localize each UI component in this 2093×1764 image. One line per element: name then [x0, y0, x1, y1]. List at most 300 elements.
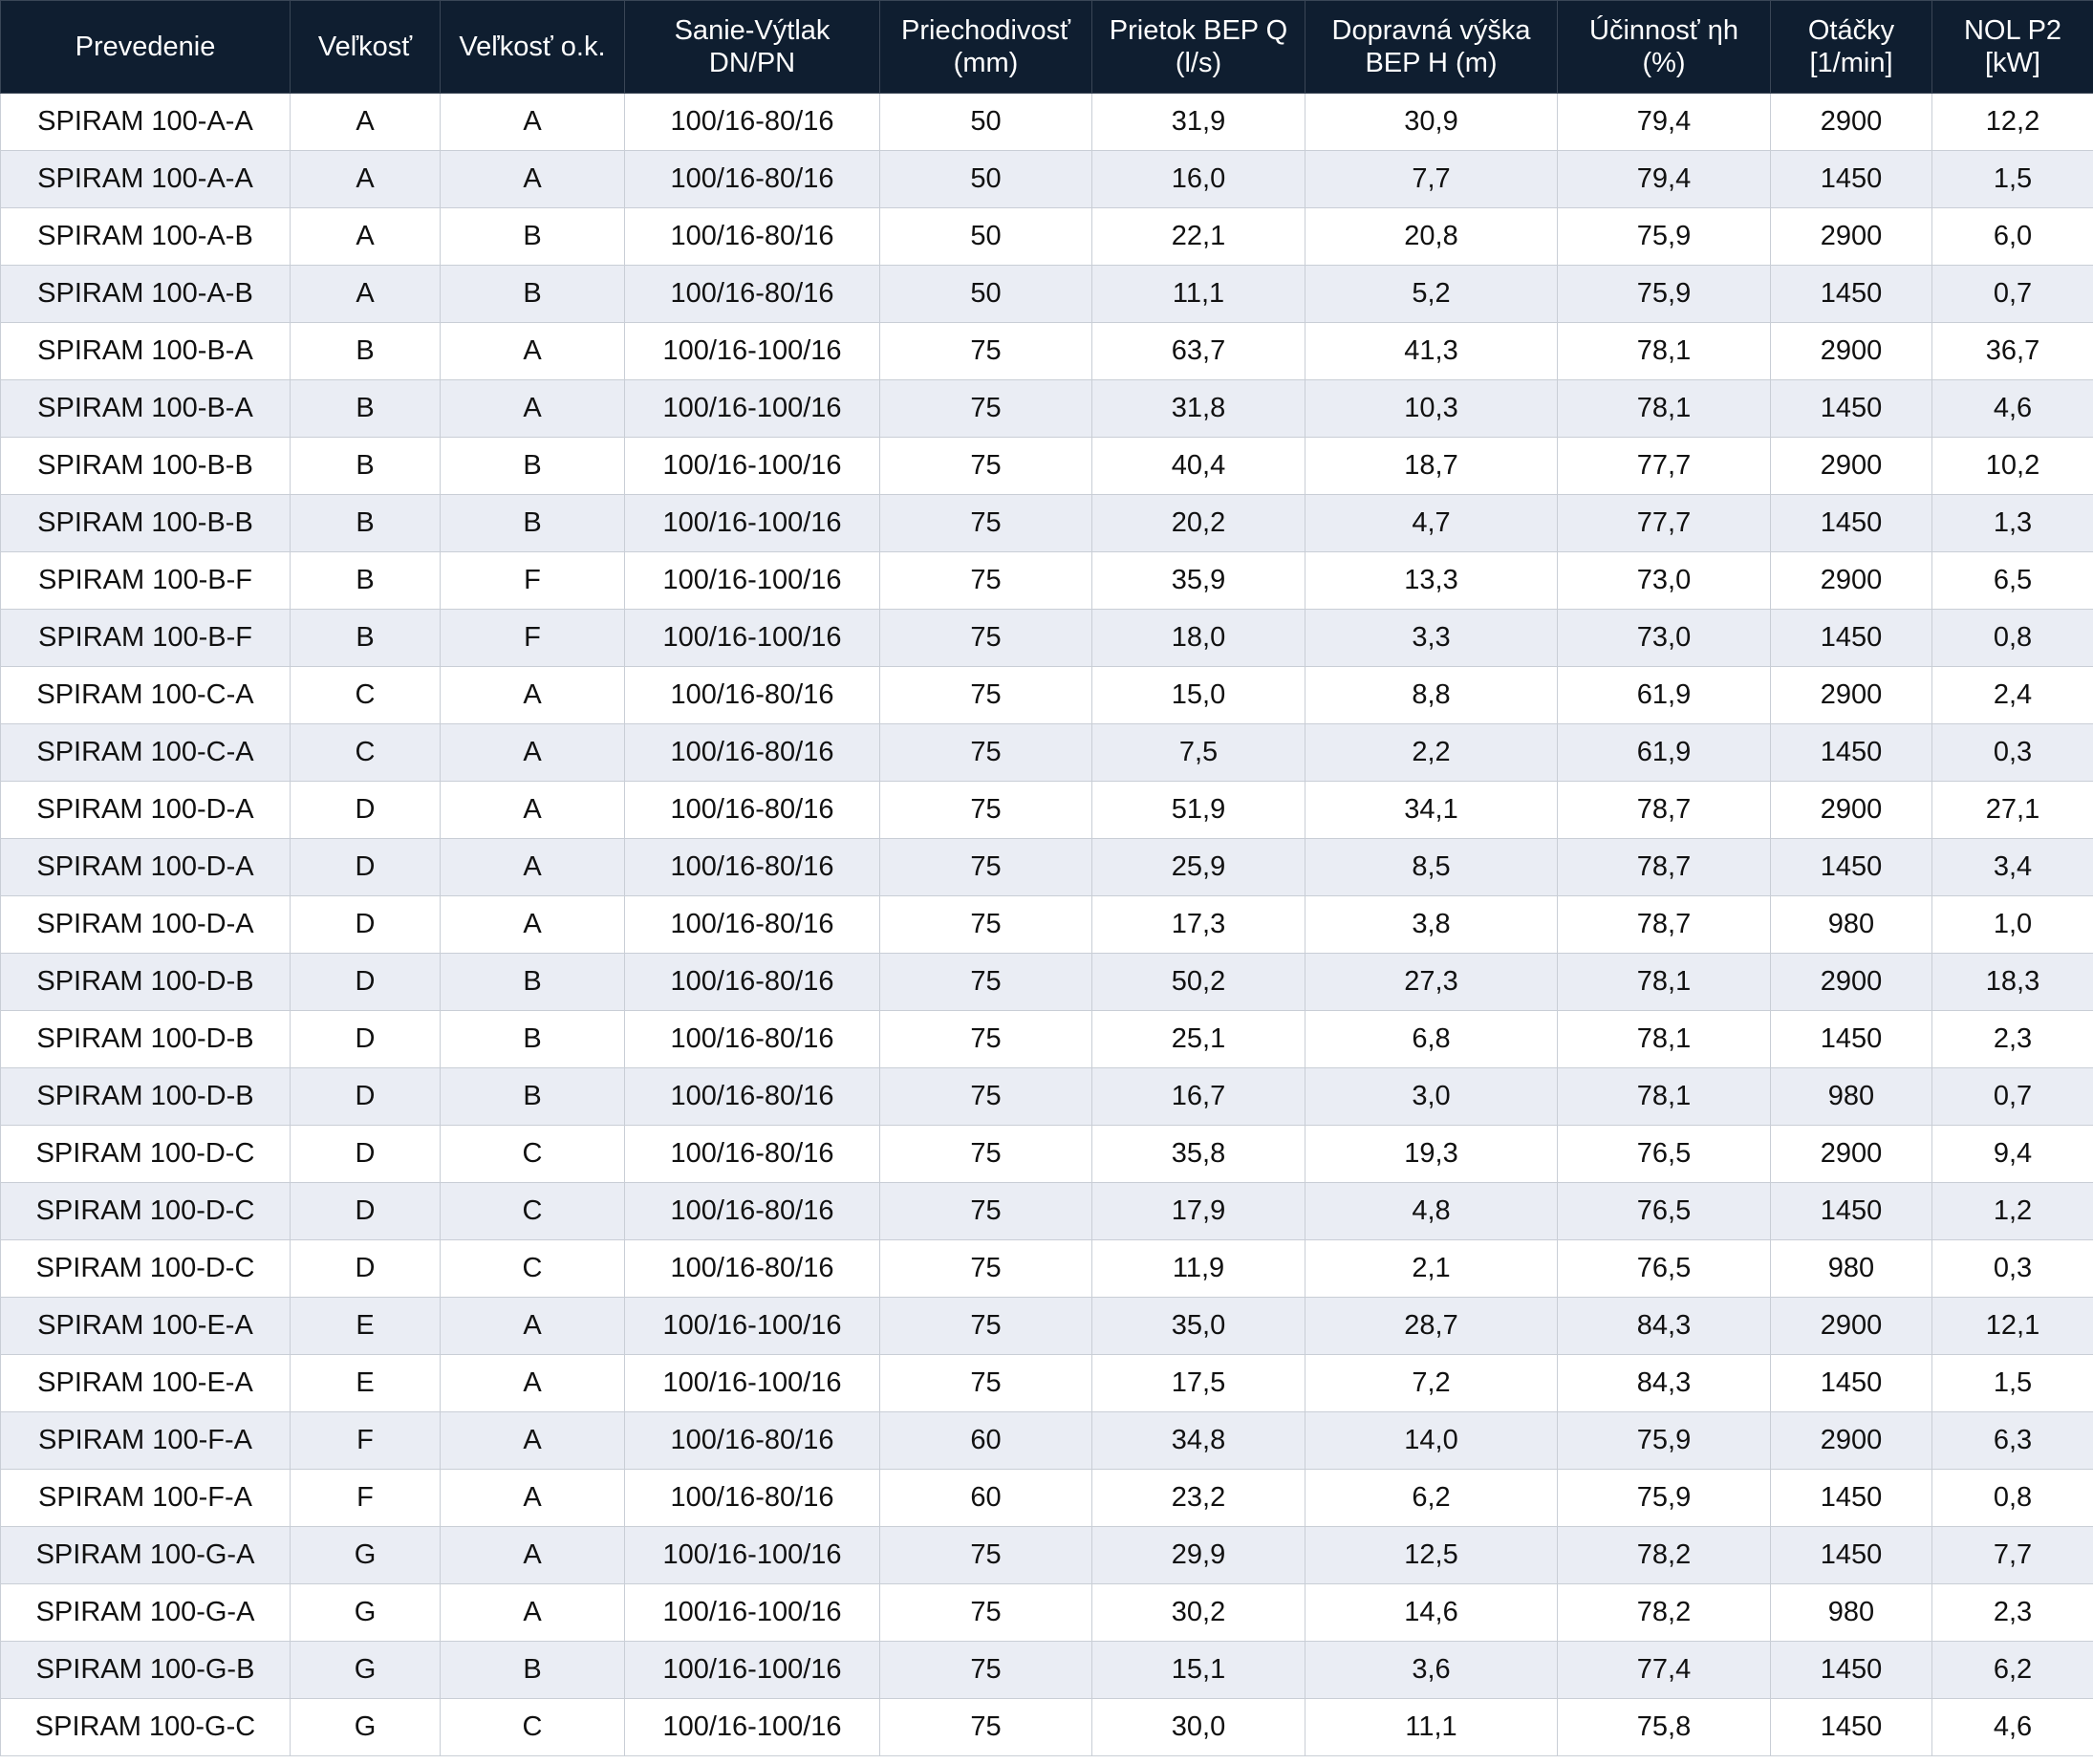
cell-sanie-vytlak: 100/16-80/16 [625, 724, 880, 782]
cell-velkost: G [291, 1527, 441, 1584]
cell-priechodivost: 75 [880, 1642, 1092, 1699]
cell-prevedenie: SPIRAM 100-A-B [1, 208, 291, 266]
cell-dopravna-vyska: 7,2 [1305, 1355, 1558, 1412]
cell-otacky: 1450 [1771, 1642, 1932, 1699]
cell-velkost: D [291, 1240, 441, 1298]
cell-priechodivost: 75 [880, 438, 1092, 495]
cell-priechodivost: 75 [880, 724, 1092, 782]
cell-velkost: B [291, 438, 441, 495]
cell-prietok: 15,1 [1092, 1642, 1305, 1699]
cell-ucinnost: 77,4 [1558, 1642, 1771, 1699]
cell-sanie-vytlak: 100/16-80/16 [625, 1011, 880, 1068]
cell-dopravna-vyska: 3,8 [1305, 896, 1558, 954]
cell-prietok: 23,2 [1092, 1470, 1305, 1527]
table-row [1, 1068, 2093, 1126]
cell-dopravna-vyska: 6,8 [1305, 1011, 1558, 1068]
header-line: (%) [1642, 48, 1686, 78]
cell-velkost-ok: A [441, 323, 625, 380]
cell-otacky: 2900 [1771, 94, 1932, 151]
cell-prietok: 22,1 [1092, 208, 1305, 266]
cell-otacky: 1450 [1771, 1470, 1932, 1527]
table-row [1, 438, 2093, 495]
cell-velkost: D [291, 954, 441, 1011]
table-header-row [1, 1, 2093, 94]
cell-prevedenie: SPIRAM 100-D-A [1, 782, 291, 839]
cell-priechodivost: 75 [880, 1068, 1092, 1126]
cell-velkost-ok: B [441, 266, 625, 323]
header-line: Dopravná výška [1331, 15, 1531, 46]
cell-prevedenie: SPIRAM 100-B-B [1, 495, 291, 552]
cell-prevedenie: SPIRAM 100-G-B [1, 1642, 291, 1699]
header-line: NOL P2 [1963, 15, 2062, 46]
cell-velkost-ok: A [441, 380, 625, 438]
table-row [1, 610, 2093, 667]
cell-velkost-ok: A [441, 667, 625, 724]
cell-velkost-ok: A [441, 151, 625, 208]
cell-sanie-vytlak: 100/16-80/16 [625, 896, 880, 954]
col-header-ucinnost [1558, 1, 1771, 94]
cell-otacky: 2900 [1771, 1126, 1932, 1183]
header-line: BEP H (m) [1365, 48, 1498, 78]
cell-ucinnost: 73,0 [1558, 610, 1771, 667]
cell-nol-p2: 0,7 [1932, 1068, 2093, 1126]
cell-nol-p2: 12,1 [1932, 1298, 2093, 1355]
cell-dopravna-vyska: 27,3 [1305, 954, 1558, 1011]
table-row [1, 495, 2093, 552]
cell-dopravna-vyska: 8,5 [1305, 839, 1558, 896]
cell-velkost: A [291, 266, 441, 323]
cell-otacky: 980 [1771, 1240, 1932, 1298]
cell-otacky: 2900 [1771, 552, 1932, 610]
table-row [1, 1642, 2093, 1699]
cell-ucinnost: 78,1 [1558, 380, 1771, 438]
col-header-priechodivost [880, 1, 1092, 94]
header-line: Priechodivosť [901, 15, 1070, 46]
cell-prietok: 30,0 [1092, 1699, 1305, 1756]
cell-velkost-ok: C [441, 1699, 625, 1756]
table-row [1, 323, 2093, 380]
cell-velkost: D [291, 1126, 441, 1183]
cell-velkost-ok: A [441, 724, 625, 782]
cell-otacky: 2900 [1771, 208, 1932, 266]
table-row [1, 724, 2093, 782]
cell-dopravna-vyska: 2,2 [1305, 724, 1558, 782]
cell-nol-p2: 1,5 [1932, 1355, 2093, 1412]
cell-otacky: 1450 [1771, 495, 1932, 552]
cell-prevedenie: SPIRAM 100-D-A [1, 896, 291, 954]
table-row [1, 954, 2093, 1011]
cell-otacky: 2900 [1771, 954, 1932, 1011]
cell-sanie-vytlak: 100/16-80/16 [625, 1068, 880, 1126]
cell-velkost: F [291, 1412, 441, 1470]
cell-prietok: 20,2 [1092, 495, 1305, 552]
cell-dopravna-vyska: 20,8 [1305, 208, 1558, 266]
table-header [1, 1, 2093, 94]
cell-dopravna-vyska: 14,0 [1305, 1412, 1558, 1470]
cell-dopravna-vyska: 2,1 [1305, 1240, 1558, 1298]
cell-prietok: 25,1 [1092, 1011, 1305, 1068]
cell-otacky: 1450 [1771, 266, 1932, 323]
cell-nol-p2: 2,3 [1932, 1011, 2093, 1068]
cell-priechodivost: 60 [880, 1412, 1092, 1470]
cell-ucinnost: 76,5 [1558, 1126, 1771, 1183]
col-header-sanie-vytlak [625, 1, 880, 94]
header-line: [kW] [1985, 48, 2040, 78]
cell-nol-p2: 6,5 [1932, 552, 2093, 610]
cell-otacky: 2900 [1771, 323, 1932, 380]
cell-prietok: 11,9 [1092, 1240, 1305, 1298]
cell-prevedenie: SPIRAM 100-D-B [1, 1068, 291, 1126]
cell-otacky: 1450 [1771, 151, 1932, 208]
cell-otacky: 2900 [1771, 667, 1932, 724]
table-row [1, 1355, 2093, 1412]
cell-velkost-ok: B [441, 438, 625, 495]
cell-ucinnost: 84,3 [1558, 1298, 1771, 1355]
cell-prevedenie: SPIRAM 100-D-B [1, 1011, 291, 1068]
cell-velkost: B [291, 610, 441, 667]
cell-velkost-ok: B [441, 1011, 625, 1068]
cell-nol-p2: 1,2 [1932, 1183, 2093, 1240]
cell-velkost: F [291, 1470, 441, 1527]
cell-sanie-vytlak: 100/16-80/16 [625, 839, 880, 896]
header-line: Účinnosť ηh [1589, 15, 1738, 46]
cell-velkost-ok: A [441, 1412, 625, 1470]
col-header-prevedenie [1, 1, 291, 94]
cell-otacky: 980 [1771, 1068, 1932, 1126]
cell-dopravna-vyska: 10,3 [1305, 380, 1558, 438]
cell-velkost-ok: B [441, 1642, 625, 1699]
col-header-dopravna-vyska [1305, 1, 1558, 94]
cell-dopravna-vyska: 3,6 [1305, 1642, 1558, 1699]
cell-ucinnost: 78,1 [1558, 323, 1771, 380]
cell-nol-p2: 6,3 [1932, 1412, 2093, 1470]
cell-sanie-vytlak: 100/16-80/16 [625, 954, 880, 1011]
cell-ucinnost: 75,9 [1558, 208, 1771, 266]
cell-sanie-vytlak: 100/16-100/16 [625, 1584, 880, 1642]
cell-prevedenie: SPIRAM 100-A-A [1, 94, 291, 151]
cell-dopravna-vyska: 41,3 [1305, 323, 1558, 380]
cell-velkost: C [291, 667, 441, 724]
header-line: (mm) [953, 48, 1019, 78]
col-header-prietok [1092, 1, 1305, 94]
cell-velkost: C [291, 724, 441, 782]
cell-priechodivost: 75 [880, 380, 1092, 438]
cell-prevedenie: SPIRAM 100-B-F [1, 610, 291, 667]
header-line: [1/min] [1809, 48, 1893, 78]
cell-sanie-vytlak: 100/16-80/16 [625, 151, 880, 208]
cell-velkost-ok: A [441, 1355, 625, 1412]
cell-otacky: 2900 [1771, 438, 1932, 495]
cell-prietok: 35,9 [1092, 552, 1305, 610]
header-line: Prevedenie [75, 32, 216, 62]
cell-priechodivost: 75 [880, 495, 1092, 552]
cell-nol-p2: 4,6 [1932, 380, 2093, 438]
cell-prevedenie: SPIRAM 100-D-A [1, 839, 291, 896]
cell-ucinnost: 79,4 [1558, 151, 1771, 208]
table-row [1, 1412, 2093, 1470]
cell-sanie-vytlak: 100/16-100/16 [625, 1298, 880, 1355]
cell-priechodivost: 75 [880, 323, 1092, 380]
cell-ucinnost: 84,3 [1558, 1355, 1771, 1412]
cell-otacky: 2900 [1771, 1298, 1932, 1355]
cell-priechodivost: 50 [880, 94, 1092, 151]
cell-priechodivost: 75 [880, 1126, 1092, 1183]
cell-ucinnost: 78,1 [1558, 954, 1771, 1011]
header-line: Veľkosť [317, 32, 413, 62]
cell-ucinnost: 78,2 [1558, 1527, 1771, 1584]
cell-nol-p2: 1,5 [1932, 151, 2093, 208]
table-row [1, 1011, 2093, 1068]
cell-velkost: A [291, 151, 441, 208]
table-row [1, 1527, 2093, 1584]
cell-velkost-ok: A [441, 782, 625, 839]
cell-nol-p2: 0,8 [1932, 1470, 2093, 1527]
col-header-otacky [1771, 1, 1932, 94]
cell-velkost: E [291, 1298, 441, 1355]
cell-prietok: 25,9 [1092, 839, 1305, 896]
cell-nol-p2: 4,6 [1932, 1699, 2093, 1756]
table-row [1, 208, 2093, 266]
header-line: Sanie-Výtlak [674, 15, 831, 46]
cell-velkost: G [291, 1642, 441, 1699]
cell-sanie-vytlak: 100/16-80/16 [625, 1240, 880, 1298]
cell-prietok: 51,9 [1092, 782, 1305, 839]
cell-ucinnost: 75,9 [1558, 266, 1771, 323]
cell-prietok: 11,1 [1092, 266, 1305, 323]
cell-velkost-ok: C [441, 1126, 625, 1183]
cell-dopravna-vyska: 7,7 [1305, 151, 1558, 208]
cell-prevedenie: SPIRAM 100-D-C [1, 1126, 291, 1183]
cell-sanie-vytlak: 100/16-80/16 [625, 208, 880, 266]
cell-dopravna-vyska: 18,7 [1305, 438, 1558, 495]
cell-nol-p2: 12,2 [1932, 94, 2093, 151]
cell-velkost-ok: A [441, 1584, 625, 1642]
table-row [1, 1470, 2093, 1527]
cell-nol-p2: 18,3 [1932, 954, 2093, 1011]
cell-dopravna-vyska: 3,3 [1305, 610, 1558, 667]
cell-velkost-ok: B [441, 208, 625, 266]
cell-sanie-vytlak: 100/16-100/16 [625, 1527, 880, 1584]
cell-otacky: 1450 [1771, 724, 1932, 782]
cell-ucinnost: 73,0 [1558, 552, 1771, 610]
cell-dopravna-vyska: 34,1 [1305, 782, 1558, 839]
cell-velkost-ok: A [441, 94, 625, 151]
header-line: (l/s) [1175, 48, 1222, 78]
cell-ucinnost: 76,5 [1558, 1240, 1771, 1298]
cell-sanie-vytlak: 100/16-100/16 [625, 495, 880, 552]
cell-prevedenie: SPIRAM 100-F-A [1, 1470, 291, 1527]
cell-ucinnost: 78,1 [1558, 1068, 1771, 1126]
cell-nol-p2: 6,2 [1932, 1642, 2093, 1699]
cell-otacky: 1450 [1771, 1355, 1932, 1412]
cell-sanie-vytlak: 100/16-80/16 [625, 94, 880, 151]
cell-otacky: 2900 [1771, 782, 1932, 839]
cell-nol-p2: 36,7 [1932, 323, 2093, 380]
cell-velkost: B [291, 380, 441, 438]
cell-nol-p2: 1,3 [1932, 495, 2093, 552]
cell-ucinnost: 78,2 [1558, 1584, 1771, 1642]
cell-dopravna-vyska: 12,5 [1305, 1527, 1558, 1584]
cell-otacky: 1450 [1771, 1011, 1932, 1068]
cell-sanie-vytlak: 100/16-100/16 [625, 323, 880, 380]
cell-prietok: 35,8 [1092, 1126, 1305, 1183]
cell-prevedenie: SPIRAM 100-D-C [1, 1240, 291, 1298]
cell-velkost: E [291, 1355, 441, 1412]
cell-dopravna-vyska: 4,8 [1305, 1183, 1558, 1240]
table-row [1, 1126, 2093, 1183]
cell-velkost-ok: B [441, 495, 625, 552]
cell-velkost: G [291, 1584, 441, 1642]
cell-ucinnost: 79,4 [1558, 94, 1771, 151]
cell-priechodivost: 50 [880, 266, 1092, 323]
cell-prietok: 30,2 [1092, 1584, 1305, 1642]
cell-sanie-vytlak: 100/16-100/16 [625, 552, 880, 610]
cell-ucinnost: 78,7 [1558, 839, 1771, 896]
cell-sanie-vytlak: 100/16-80/16 [625, 782, 880, 839]
cell-priechodivost: 75 [880, 1011, 1092, 1068]
cell-prietok: 29,9 [1092, 1527, 1305, 1584]
cell-sanie-vytlak: 100/16-100/16 [625, 1699, 880, 1756]
cell-prevedenie: SPIRAM 100-C-A [1, 667, 291, 724]
cell-sanie-vytlak: 100/16-80/16 [625, 1470, 880, 1527]
cell-priechodivost: 75 [880, 782, 1092, 839]
cell-prietok: 63,7 [1092, 323, 1305, 380]
cell-priechodivost: 75 [880, 1527, 1092, 1584]
table-row [1, 380, 2093, 438]
cell-ucinnost: 75,9 [1558, 1412, 1771, 1470]
cell-ucinnost: 77,7 [1558, 438, 1771, 495]
cell-prevedenie: SPIRAM 100-E-A [1, 1355, 291, 1412]
cell-prietok: 18,0 [1092, 610, 1305, 667]
cell-otacky: 980 [1771, 1584, 1932, 1642]
cell-ucinnost: 76,5 [1558, 1183, 1771, 1240]
cell-dopravna-vyska: 5,2 [1305, 266, 1558, 323]
cell-otacky: 1450 [1771, 1183, 1932, 1240]
table-body [1, 94, 2093, 1756]
cell-prevedenie: SPIRAM 100-A-A [1, 151, 291, 208]
table-row [1, 1584, 2093, 1642]
cell-prietok: 17,5 [1092, 1355, 1305, 1412]
cell-prevedenie: SPIRAM 100-A-B [1, 266, 291, 323]
cell-dopravna-vyska: 14,6 [1305, 1584, 1558, 1642]
cell-prietok: 15,0 [1092, 667, 1305, 724]
cell-prietok: 34,8 [1092, 1412, 1305, 1470]
cell-nol-p2: 9,4 [1932, 1126, 2093, 1183]
cell-priechodivost: 75 [880, 954, 1092, 1011]
cell-velkost: B [291, 323, 441, 380]
cell-priechodivost: 75 [880, 610, 1092, 667]
table-row [1, 896, 2093, 954]
table-row [1, 782, 2093, 839]
cell-ucinnost: 78,1 [1558, 1011, 1771, 1068]
cell-ucinnost: 78,7 [1558, 782, 1771, 839]
cell-velkost: D [291, 782, 441, 839]
cell-prevedenie: SPIRAM 100-B-A [1, 323, 291, 380]
col-header-velkost-ok [441, 1, 625, 94]
cell-prietok: 50,2 [1092, 954, 1305, 1011]
cell-prevedenie: SPIRAM 100-G-A [1, 1584, 291, 1642]
cell-ucinnost: 77,7 [1558, 495, 1771, 552]
cell-velkost-ok: A [441, 1527, 625, 1584]
cell-otacky: 1450 [1771, 1527, 1932, 1584]
table-row [1, 667, 2093, 724]
cell-otacky: 1450 [1771, 1699, 1932, 1756]
cell-velkost-ok: F [441, 610, 625, 667]
table-row [1, 1240, 2093, 1298]
cell-priechodivost: 75 [880, 1584, 1092, 1642]
cell-sanie-vytlak: 100/16-80/16 [625, 1412, 880, 1470]
cell-prevedenie: SPIRAM 100-D-B [1, 954, 291, 1011]
cell-velkost: B [291, 552, 441, 610]
cell-velkost: A [291, 94, 441, 151]
cell-prietok: 7,5 [1092, 724, 1305, 782]
cell-velkost: G [291, 1699, 441, 1756]
cell-velkost-ok: B [441, 954, 625, 1011]
cell-prietok: 35,0 [1092, 1298, 1305, 1355]
cell-velkost-ok: A [441, 896, 625, 954]
cell-velkost-ok: B [441, 1068, 625, 1126]
cell-sanie-vytlak: 100/16-80/16 [625, 1126, 880, 1183]
cell-velkost-ok: A [441, 1470, 625, 1527]
cell-prietok: 16,0 [1092, 151, 1305, 208]
cell-prevedenie: SPIRAM 100-G-A [1, 1527, 291, 1584]
cell-prevedenie: SPIRAM 100-C-A [1, 724, 291, 782]
cell-nol-p2: 2,3 [1932, 1584, 2093, 1642]
col-header-velkost [291, 1, 441, 94]
cell-nol-p2: 0,3 [1932, 724, 2093, 782]
cell-velkost: D [291, 1068, 441, 1126]
cell-otacky: 980 [1771, 896, 1932, 954]
cell-prevedenie: SPIRAM 100-B-F [1, 552, 291, 610]
cell-priechodivost: 75 [880, 667, 1092, 724]
cell-priechodivost: 75 [880, 1699, 1092, 1756]
cell-velkost-ok: C [441, 1183, 625, 1240]
cell-priechodivost: 75 [880, 1240, 1092, 1298]
cell-nol-p2: 0,8 [1932, 610, 2093, 667]
cell-ucinnost: 75,9 [1558, 1470, 1771, 1527]
header-line: Prietok BEP Q [1109, 15, 1288, 46]
cell-velkost-ok: A [441, 1298, 625, 1355]
cell-otacky: 1450 [1771, 610, 1932, 667]
cell-nol-p2: 0,3 [1932, 1240, 2093, 1298]
cell-priechodivost: 50 [880, 151, 1092, 208]
cell-priechodivost: 75 [880, 552, 1092, 610]
col-header-nol-p2 [1932, 1, 2093, 94]
table-row [1, 266, 2093, 323]
cell-dopravna-vyska: 3,0 [1305, 1068, 1558, 1126]
table-row [1, 151, 2093, 208]
cell-prietok: 31,9 [1092, 94, 1305, 151]
cell-sanie-vytlak: 100/16-80/16 [625, 266, 880, 323]
cell-prietok: 31,8 [1092, 380, 1305, 438]
cell-priechodivost: 60 [880, 1470, 1092, 1527]
cell-nol-p2: 10,2 [1932, 438, 2093, 495]
cell-ucinnost: 61,9 [1558, 667, 1771, 724]
cell-ucinnost: 61,9 [1558, 724, 1771, 782]
cell-prietok: 16,7 [1092, 1068, 1305, 1126]
header-line: Veľkosť o.k. [459, 32, 606, 62]
cell-velkost: D [291, 1011, 441, 1068]
cell-sanie-vytlak: 100/16-80/16 [625, 1183, 880, 1240]
cell-nol-p2: 27,1 [1932, 782, 2093, 839]
cell-sanie-vytlak: 100/16-100/16 [625, 1355, 880, 1412]
cell-sanie-vytlak: 100/16-80/16 [625, 667, 880, 724]
cell-prietok: 17,3 [1092, 896, 1305, 954]
cell-prevedenie: SPIRAM 100-D-C [1, 1183, 291, 1240]
cell-priechodivost: 75 [880, 839, 1092, 896]
cell-ucinnost: 75,8 [1558, 1699, 1771, 1756]
cell-dopravna-vyska: 30,9 [1305, 94, 1558, 151]
